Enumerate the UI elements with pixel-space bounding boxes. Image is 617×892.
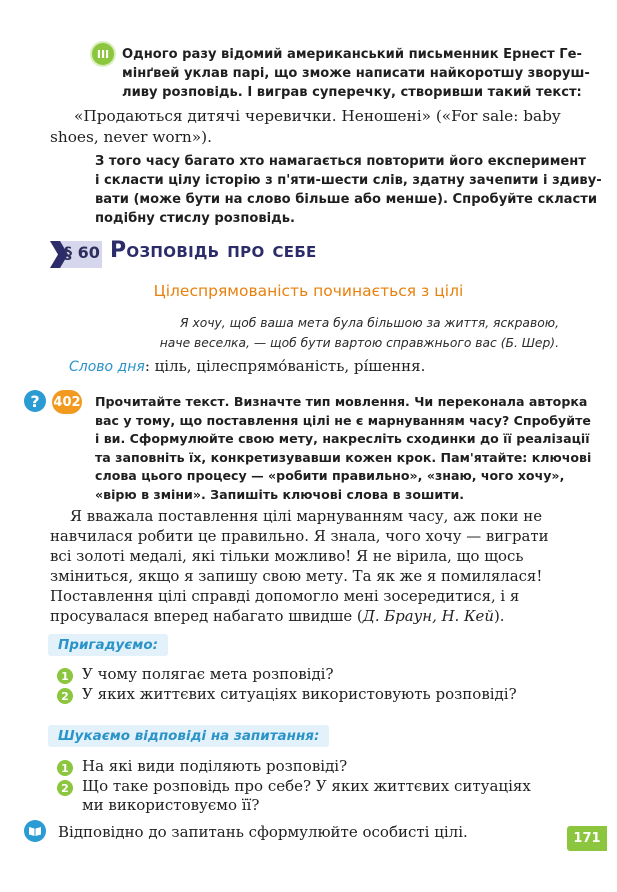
word-of-day-label: Слово дня	[69, 359, 145, 375]
seek-label: Шукаємо відповіді на запитання:	[48, 725, 329, 747]
number-circle: 2	[57, 780, 73, 796]
passage-line	[50, 606, 560, 626]
exercise-number-badge: 402	[52, 390, 82, 414]
exercise-line: та заповніть їх, конкретизувавши кожен крок. Пам'ятайте: ключові	[95, 449, 592, 465]
seek-question	[82, 777, 531, 815]
exercise-line: «вірю в зміни». Запишіть ключові слова в зошити.	[95, 486, 465, 502]
number-circle: 2	[57, 688, 73, 704]
passage-line: Поставлення цілі справді допомогло мені зосередитися, і я	[50, 587, 520, 605]
task-level-badge: III	[92, 43, 114, 65]
question-icon: ?	[24, 390, 46, 412]
exercise-line: вас у тому, що поставлення цілі не є марнуванням часу? Спробуйте	[95, 412, 591, 428]
task3-line: З того часу багато хто намагається повторити його експеримент	[95, 154, 586, 169]
reading-passage	[50, 506, 560, 626]
exercise-line: слова цього процесу — «робити правильно», «знаю, чого хочу»,	[95, 468, 565, 483]
recall-label: Пригадуємо:	[48, 634, 168, 656]
book-icon	[24, 820, 46, 842]
section-subtitle: Цілеспрямованість починається з цілі	[153, 282, 464, 300]
recall-question: У яких життєвих ситуаціях використовують розповіді?	[82, 685, 517, 703]
word-of-day-words: : ціль, цілеспрямо́ваність, рі́шення.	[144, 357, 426, 375]
task3-line: ливу розповідь. І виграв суперечку, створивши такий текст:	[122, 85, 582, 100]
epigraph-line: наче веселка, — щоб бути вартою справжнього вас (Б. Шер).	[159, 336, 559, 350]
seek-question: На які види поділяють розповіді?	[82, 757, 348, 775]
exercise-line: Прочитайте текст. Визначте тип мовлення. Чи переконала авторка	[95, 394, 588, 409]
task3-line: Одного разу відомий американський письменник Ернест Ге-	[122, 47, 582, 62]
quote-line: shoes, never worn»).	[50, 128, 212, 146]
word-of-day	[69, 356, 425, 375]
section-title: Розповідь про себе	[110, 238, 317, 263]
seek-question-line: Що таке розповідь про себе? У яких життєвих ситуаціях	[82, 777, 531, 795]
passage-line: Я вважала поставлення цілі марнуванням часу, аж поки не	[70, 507, 543, 525]
passage-text: просувалася вперед набагато швидше (	[50, 607, 363, 625]
hemingway-quote	[50, 106, 561, 148]
recall-question: У чому полягає мета розповіді?	[82, 665, 334, 683]
number-circle: 1	[57, 668, 73, 684]
page-number: 171	[567, 826, 607, 851]
task3-line: мінґвей уклав парі, що зможе написати найкоротшу зворуш-	[122, 66, 590, 81]
passage-author: Д. Браун, Н. Кей	[362, 607, 494, 625]
passage-line: всі золоті медалі, які тільки можливо! Я не вірила, що щось	[50, 547, 524, 565]
task3-line: подібну стислу розповідь.	[95, 211, 295, 226]
task3-line: і скласти цілу історію з п'яти-шести слів, здатну зачепити і здиву-	[95, 173, 602, 188]
epigraph	[160, 313, 559, 353]
epigraph-line: Я хочу, щоб ваша мета була більшою за життя, яскравою,	[180, 316, 559, 330]
exercise-instructions	[95, 393, 591, 504]
task3-line: вати (може бути на слово більше або менше). Спробуйте скласти	[95, 192, 598, 207]
passage-line: зміниться, якщо я запишу свою мету. Та як же я помилялася!	[50, 567, 543, 585]
seek-question-line: ми використовуємо її?	[82, 796, 260, 814]
passage-line: навчилася робити це правильно. Я знала, чого хочу — виграти	[50, 527, 549, 545]
number-circle: 1	[57, 760, 73, 776]
section-number: § 60	[64, 243, 100, 262]
quote-line: «Продаються дитячі черевички. Неношені» («For sale: baby	[74, 107, 561, 125]
task3-intro	[122, 45, 590, 102]
task3-assignment	[95, 152, 602, 228]
final-task: Відповідно до запитань сформулюйте особисті цілі.	[58, 823, 468, 841]
exercise-line: і ви. Сформулюйте свою мету, накресліть сходинки до її реалізації	[95, 431, 590, 446]
passage-text: ).	[493, 607, 505, 625]
